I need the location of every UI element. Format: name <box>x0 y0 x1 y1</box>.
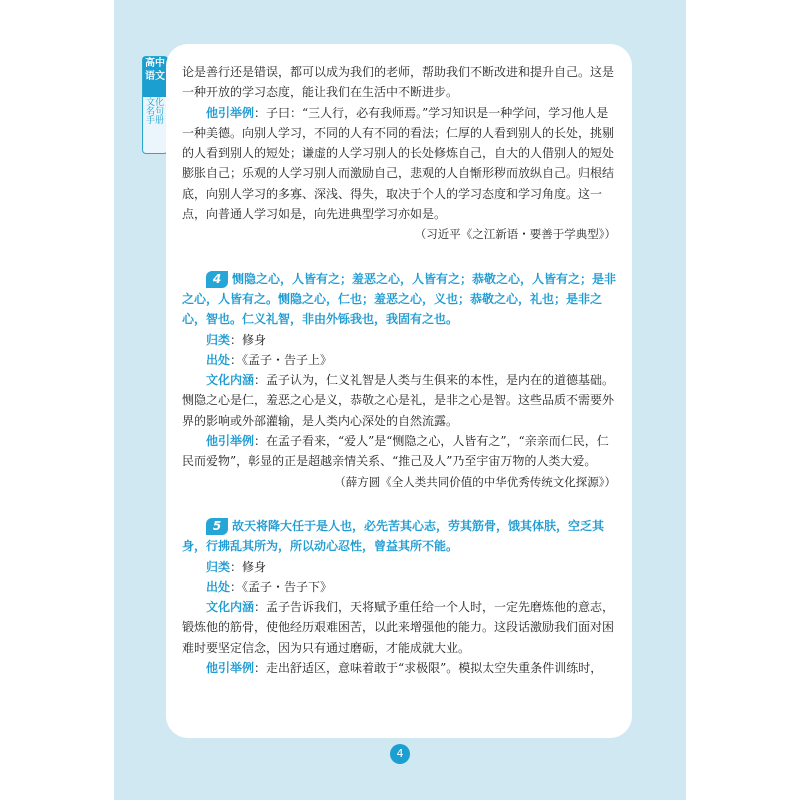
quote-5 <box>182 516 616 557</box>
meaning-label: 文化内涵 <box>206 373 255 388</box>
meaning-paragraph <box>182 370 616 431</box>
meaning-text: ：孟子告诉我们，天将赋予重任给一个人时，一定先磨炼他的意志，锻炼他的筋骨，使他经历艰难困苦，以此来增强他的能力。这段话激励我们面对困难时要坚定信念，因为只有通过磨砺，才能成就大业。 <box>182 600 615 655</box>
example-label: 他引举例 <box>206 105 255 120</box>
example-text: ：走出舒适区，意味着敢于“求极限”。模拟太空失重条件训练时， <box>254 661 603 676</box>
example-label: 他引举例 <box>206 661 255 676</box>
example-paragraph <box>182 431 616 472</box>
meaning-paragraph <box>182 597 616 658</box>
item-number-badge: 5 <box>206 518 228 535</box>
example-label: 他引举例 <box>206 434 255 449</box>
series-title: 高中语文 <box>143 57 167 97</box>
source-value: ：《孟子・告子下》 <box>230 579 333 594</box>
citation: （薛方圆《全人类共同价值的中华优秀传统文化探源》） <box>334 474 616 489</box>
source-line <box>182 350 616 370</box>
series-subtitle: 文化名句手册 <box>145 98 164 127</box>
series-side-tab <box>142 56 168 154</box>
item-number-badge: 4 <box>206 271 228 288</box>
quote-text: 恻隐之心，人皆有之；羞恶之心，人皆有之；恭敬之心，人皆有之；是非之心，人皆有之。恻隐之心，仁也；羞恶之心，义也；恭敬之心，礼也；是非之心，智也。仁义礼智，非由外铄我也，我固有之也。 <box>182 271 617 327</box>
example-text: ：在孟子看来，“爱人”是“恻隐之心，人皆有之”，“亲亲而仁民，仁民而爱物”，彰显的正是超越亲情关系、“推己及人”乃至宇宙万物的人类大爱。 <box>182 434 609 469</box>
category-label: 归类 <box>206 559 231 574</box>
page-content <box>182 62 616 678</box>
intro-paragraph: 论是善行还是错误，都可以成为我们的老师，帮助我们不断改进和提升自己。这是一种开放的学习态度，能让我们在生活中不断进步。 <box>182 65 615 100</box>
quote-text: 故天将降大任于是人也，必先苦其心志，劳其筋骨，饿其体肤，空乏其身，行拂乱其所为，所以动心忍性，曾益其所不能。 <box>182 518 605 554</box>
category-value: ：修身 <box>230 332 267 347</box>
category-value: ：修身 <box>230 559 267 574</box>
quote-4 <box>182 269 616 330</box>
example-paragraph <box>182 103 616 225</box>
citation: （习近平《之江新语・要善于学典型》） <box>414 227 616 242</box>
source-label: 出处 <box>206 579 231 594</box>
category-line <box>182 330 616 350</box>
meaning-label: 文化内涵 <box>206 600 255 615</box>
example-text: ：子曰：“三人行，必有我师焉。”学习知识是一种学问，学习他人是一种美德。向别人学习，不同的人有不同的看法；仁厚的人看到别人的长处，挑剔的人看到别人的短处；谦虚的人学习别人的长处修炼自己，自大的人借别人的短处膨胀自己；乐观的人学习别人而激励自己，悲观的人自惭形秽而放纵自己。归根结底，向别人学习的多寡、深浅、得失，取决于个人的学习态度和学习角度。这一点，向普通人学习如是，向先进典型学习亦如是。 <box>182 105 615 222</box>
category-line <box>182 557 616 577</box>
source-value: ：《孟子・告子上》 <box>230 352 333 367</box>
example-paragraph <box>182 658 616 678</box>
category-label: 归类 <box>206 332 231 347</box>
meaning-text: ：孟子认为，仁义礼智是人类与生俱来的本性，是内在的道德基础。恻隐之心是仁，羞恶之心是义，恭敬之心是礼，是非之心是智。这些品质不需要外界的影响或外部灌输，是人类内心深处的自然流露。 <box>182 373 615 428</box>
source-line <box>182 577 616 597</box>
source-label: 出处 <box>206 352 231 367</box>
page-number: 4 <box>390 744 410 764</box>
